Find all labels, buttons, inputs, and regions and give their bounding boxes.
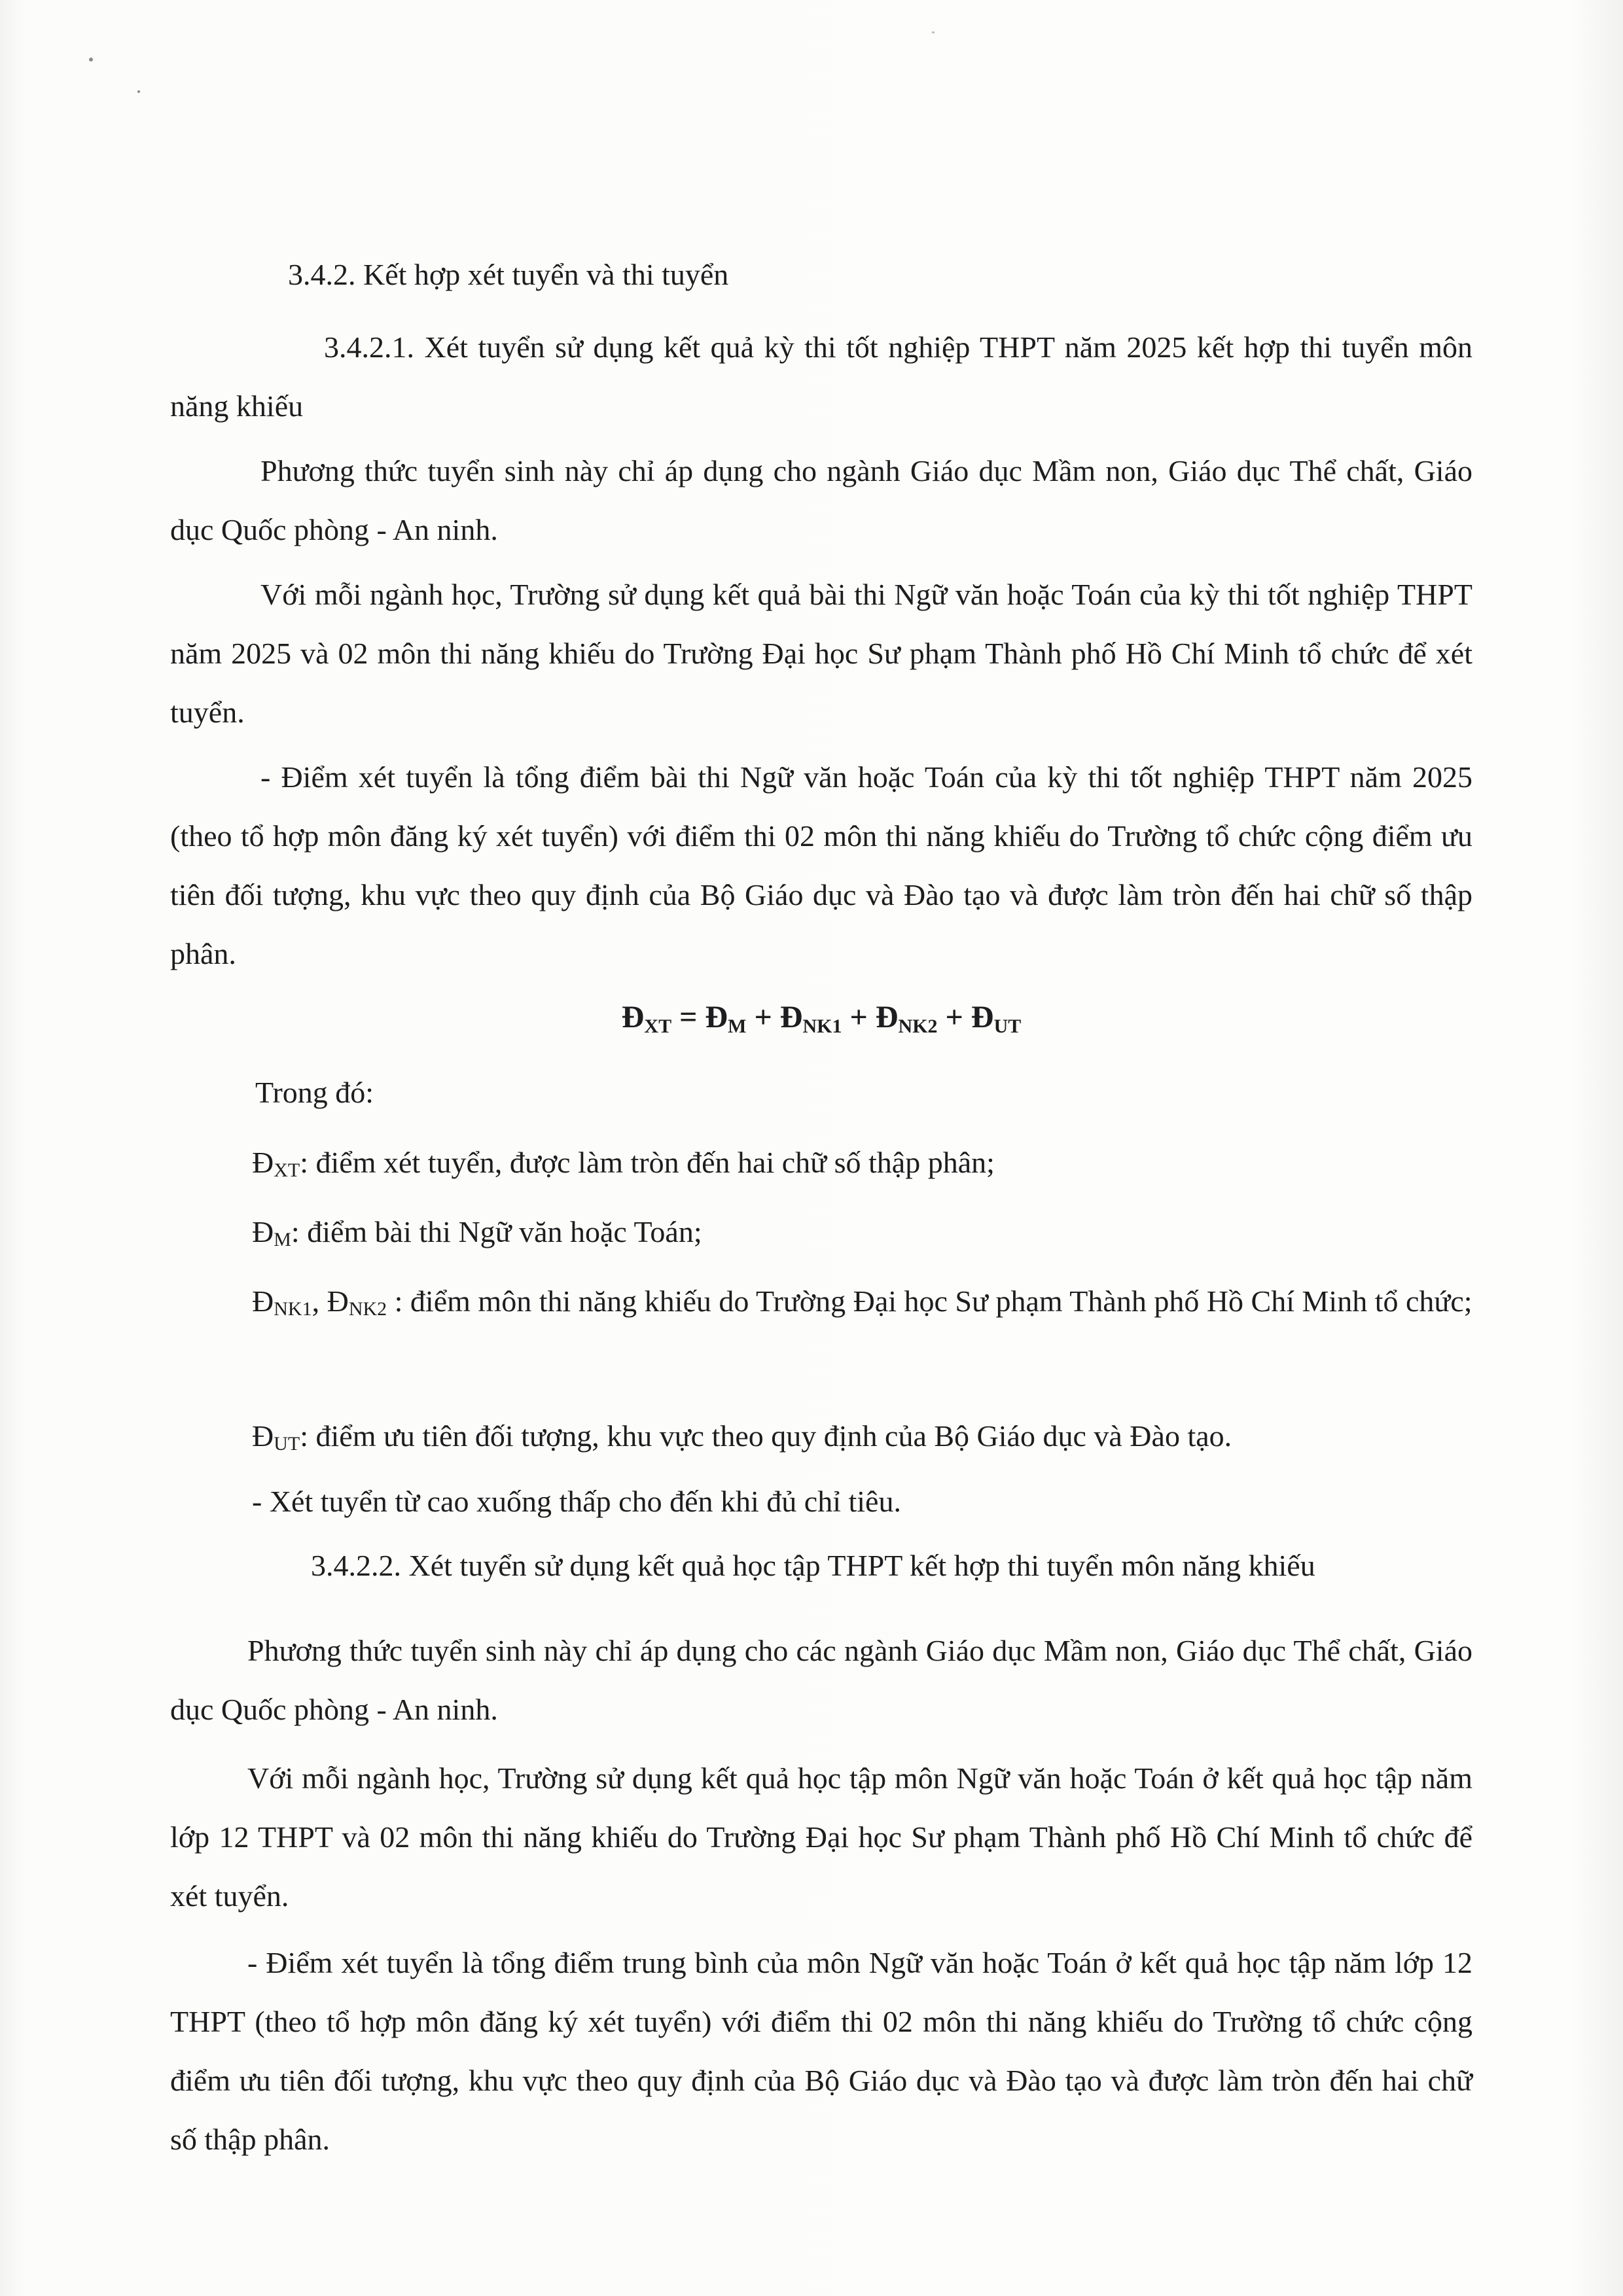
paragraph-exam-usage-1: Với mỗi ngành học, Trường sử dụng kết quả bài thi Ngữ văn hoặc Toán của kỳ thi tốt nghiệp THPT năm 2025 và 02 môn thi năng khiếu do Trường Đại học Sư phạm Thành phố Hồ Chí Minh tổ chức để xét tuyển. [170, 578, 1472, 729]
formula-sub-xt: XT [644, 1016, 672, 1037]
def-nk-sep: , [312, 1284, 327, 1318]
def-sub-ut: UT [274, 1433, 300, 1455]
admission-score-formula [170, 988, 1472, 1056]
def-d: Đ [252, 1419, 274, 1453]
definition-ut [252, 1407, 1472, 1474]
formula-d: Đ [971, 1000, 994, 1034]
def-xt-text: : điểm xét tuyển, được làm tròn đến hai chữ số thập phân; [300, 1146, 995, 1179]
heading-3-4-2: 3.4.2. Kết hợp xét tuyển và thi tuyển [288, 258, 729, 291]
where-label: Trong đó: [255, 1076, 374, 1109]
paragraph-applicable-majors-2: Phương thức tuyển sinh này chỉ áp dụng cho các ngành Giáo dục Mầm non, Giáo dục Thể chất, Giáo dục Quốc phòng - An ninh. [170, 1634, 1472, 1726]
def-d: Đ [252, 1284, 274, 1318]
formula-d: Đ [621, 1000, 645, 1034]
def-m-text: : điểm bài thi Ngữ văn hoặc Toán; [291, 1215, 702, 1248]
def-sub-nk2: NK2 [348, 1298, 387, 1320]
formula-plus: + [842, 1000, 876, 1034]
def-sub-xt: XT [274, 1159, 300, 1181]
paragraph-applicable-majors-1: Phương thức tuyển sinh này chỉ áp dụng cho ngành Giáo dục Mầm non, Giáo dục Thể chất, Giáo dục Quốc phòng - An ninh. [170, 454, 1472, 546]
def-nk-text: : điểm môn thi năng khiếu do Trường Đại học Sư phạm Thành phố Hồ Chí Minh tổ chức; [387, 1284, 1472, 1318]
definition-xt [252, 1133, 1472, 1200]
formula-d: Đ [705, 1000, 728, 1034]
paragraph-score-definition-2: - Điểm xét tuyển là tổng điểm trung bình của môn Ngữ văn hoặc Toán ở kết quả học tập năm lớp 12 THPT (theo tổ hợp môn đăng ký xét tuyển) với điểm thi 02 môn thi năng khiếu do Trường tổ chức cộng điểm ưu tiên đối tượng, khu vực theo quy định của Bộ Giáo dục và Đào tạo và được làm tròn đến hai chữ số thập phân. [170, 1946, 1472, 2156]
def-d: Đ [252, 1215, 274, 1248]
scan-speck [932, 31, 935, 33]
formula-sub-nk2: NK2 [898, 1016, 938, 1037]
definition-m [252, 1203, 1472, 1269]
scan-speck [137, 90, 140, 93]
paragraph-score-definition-1: - Điểm xét tuyển là tổng điểm bài thi Ngữ văn hoặc Toán của kỳ thi tốt nghiệp THPT năm 2025 (theo tổ hợp môn đăng ký xét tuyển) với điểm thi 02 môn thi năng khiếu do Trường tổ chức cộng điểm ưu tiên đối tượng, khu vực theo quy định của Bộ Giáo dục và Đào tạo và được làm tròn đến hai chữ số thập phân. [170, 760, 1472, 970]
heading-3-4-2-2: 3.4.2.2. Xét tuyển sử dụng kết quả học tập THPT kết hợp thi tuyển môn năng khiếu [311, 1549, 1315, 1582]
formula-sub-ut: UT [993, 1016, 1022, 1037]
def-ut-text: : điểm ưu tiên đối tượng, khu vực theo quy định của Bộ Giáo dục và Đào tạo. [300, 1419, 1232, 1453]
def-sub-m: M [274, 1229, 291, 1250]
definition-nk [170, 1272, 1472, 1339]
paragraph-ranking-rule: - Xét tuyển từ cao xuống thấp cho đến khi đủ chỉ tiêu. [252, 1485, 901, 1518]
formula-plus: + [746, 1000, 780, 1034]
def-sub-nk1: NK1 [274, 1298, 312, 1320]
formula-plus: + [937, 1000, 971, 1034]
formula-d: Đ [875, 1000, 899, 1034]
paragraph-exam-usage-2: Với mỗi ngành học, Trường sử dụng kết quả học tập môn Ngữ văn hoặc Toán ở kết quả học tập năm lớp 12 THPT và 02 môn thi năng khiếu do Trường Đại học Sư phạm Thành phố Hồ Chí Minh tổ chức để xét tuyển. [170, 1761, 1472, 1913]
def-d: Đ [252, 1146, 274, 1179]
def-d: Đ [327, 1284, 349, 1318]
scan-speck [89, 58, 93, 62]
formula-d: Đ [779, 1000, 803, 1034]
formula-equals: = [671, 1000, 705, 1034]
heading-3-4-2-1: 3.4.2.1. Xét tuyển sử dụng kết quả kỳ thi tốt nghiệp THPT năm 2025 kết hợp thi tuyển môn năng khiếu [170, 330, 1472, 423]
formula-sub-nk1: NK1 [802, 1016, 842, 1037]
formula-sub-m: M [728, 1016, 747, 1037]
